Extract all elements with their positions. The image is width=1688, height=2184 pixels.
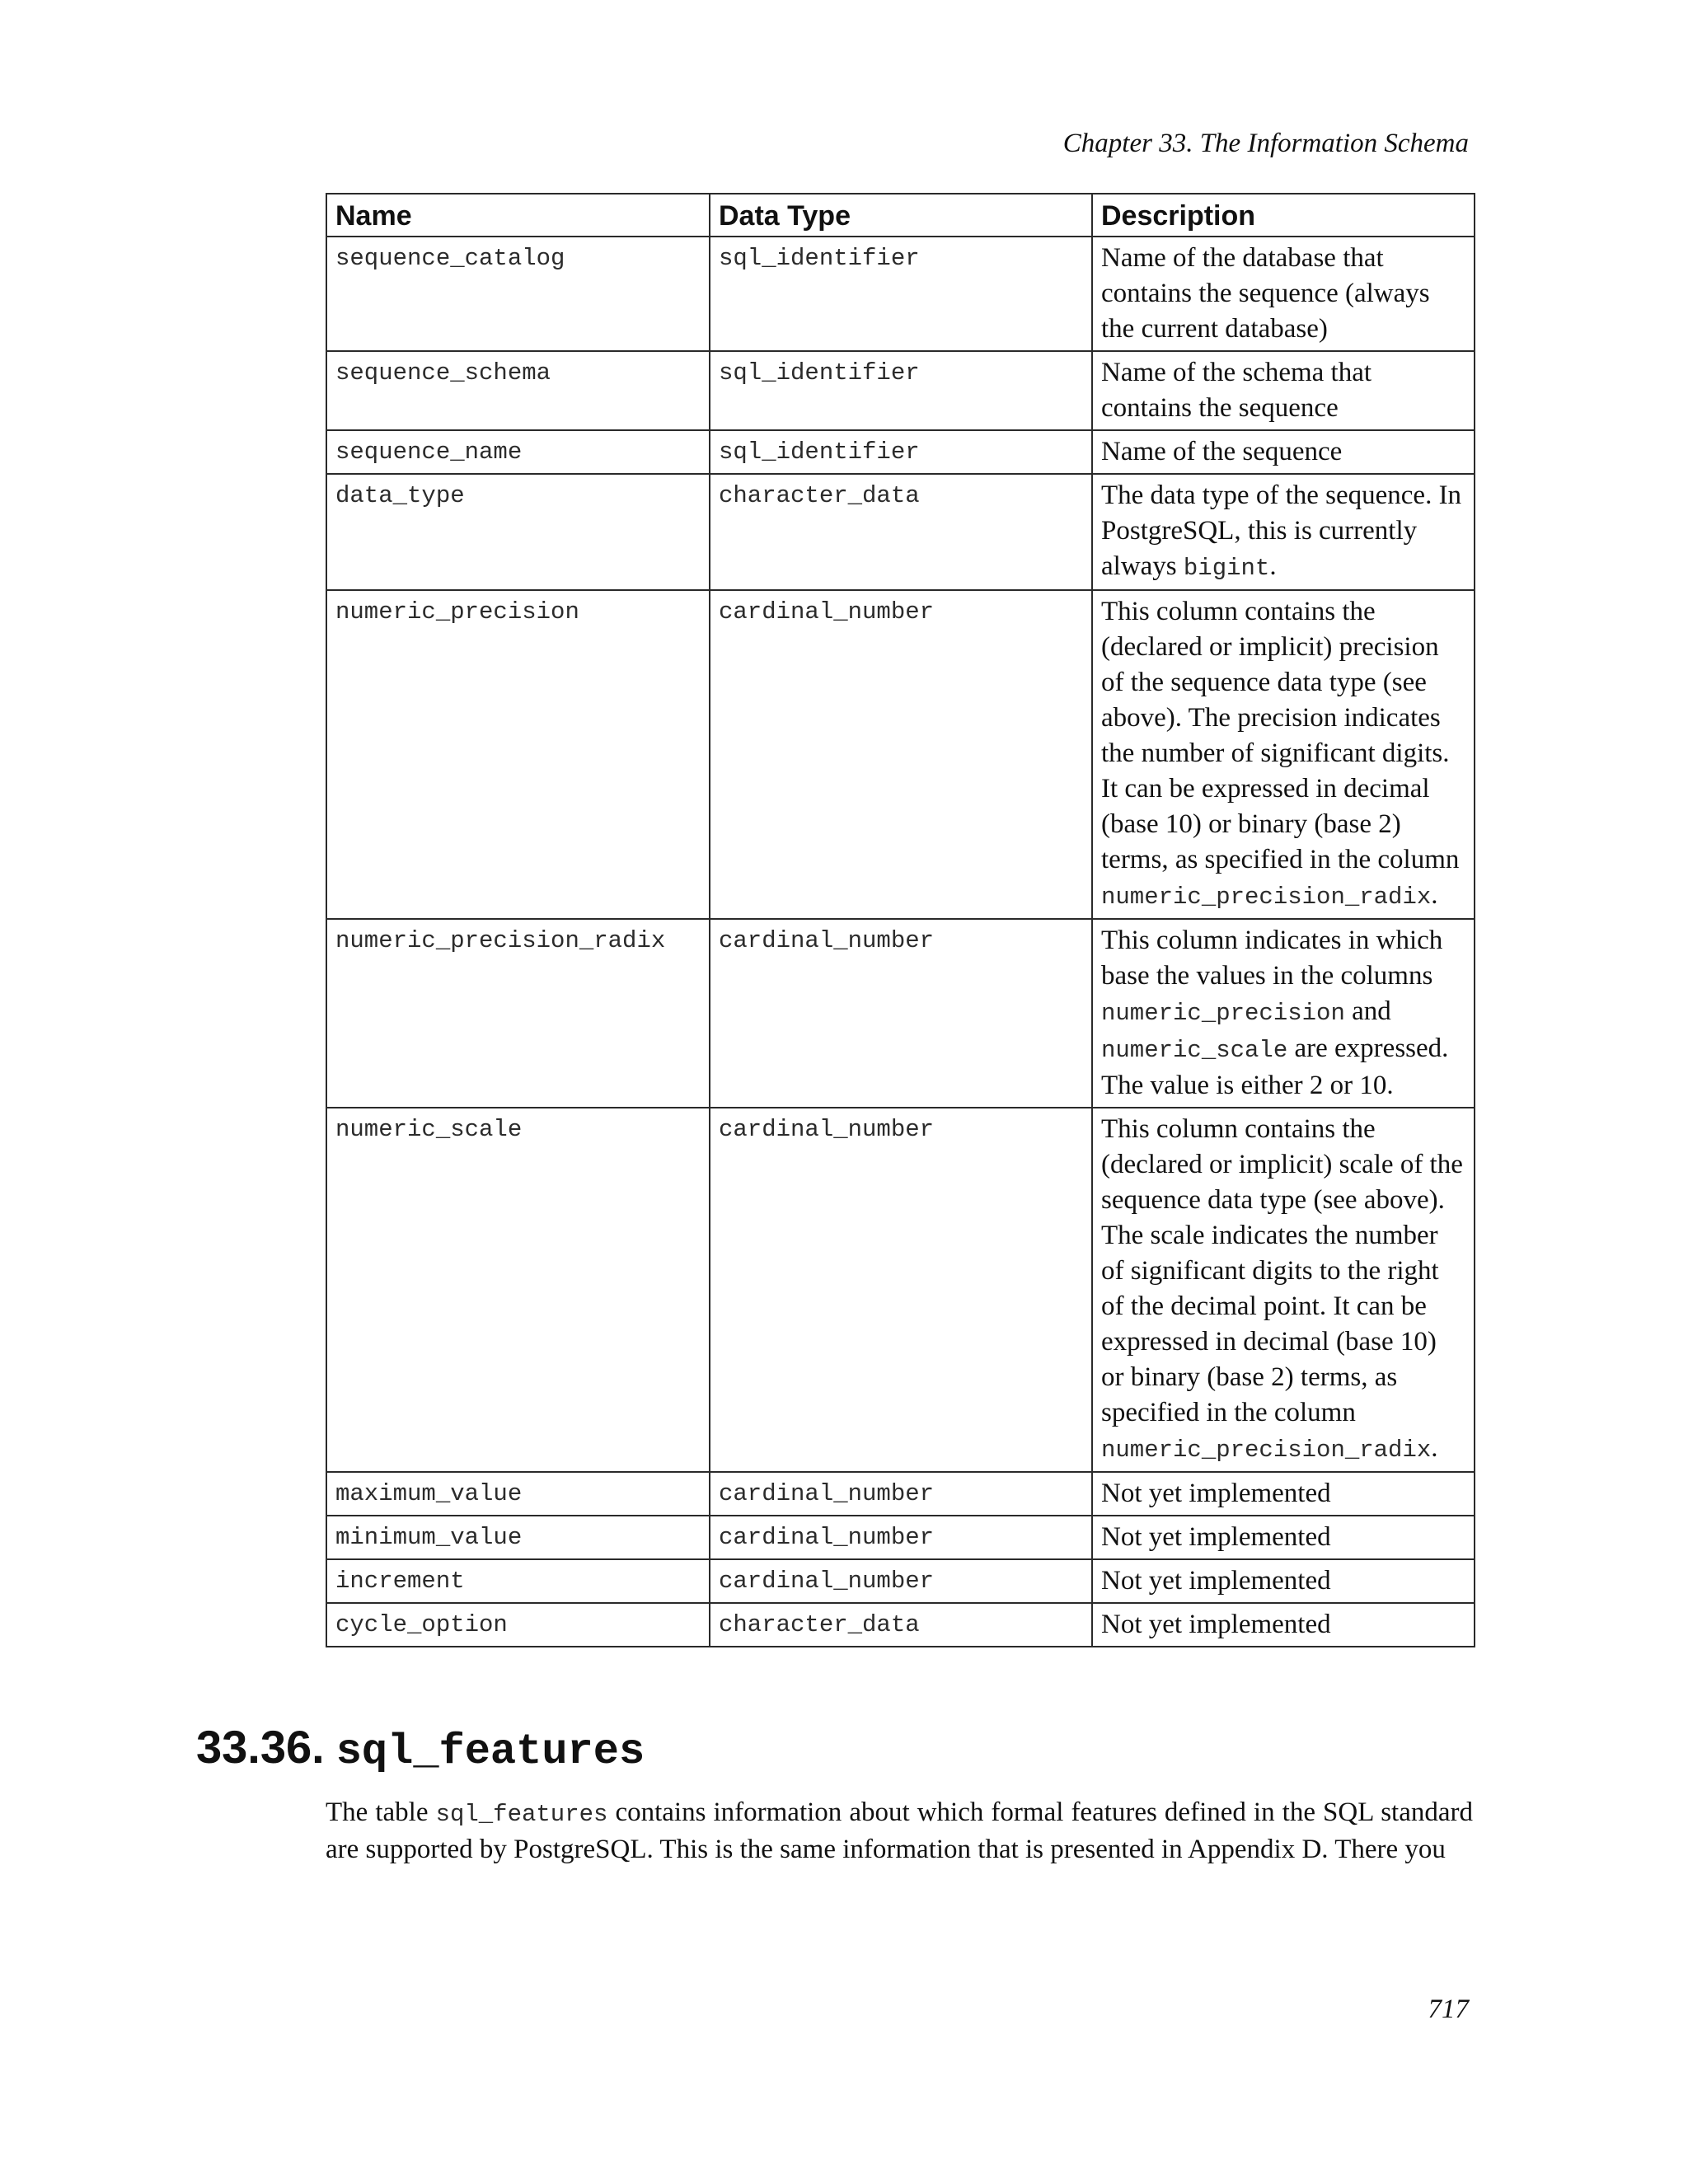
data-type-cell: sql_identifier	[710, 351, 1092, 430]
description-cell	[1092, 590, 1475, 919]
inline-code: numeric_scale	[1101, 1037, 1288, 1064]
table-row	[326, 919, 1475, 1108]
data-type-cell: cardinal_number	[710, 1516, 1092, 1559]
inline-code: numeric_precision_radix	[1101, 883, 1432, 911]
section-heading	[196, 1718, 645, 1781]
column-name-cell: sequence_catalog	[326, 237, 710, 351]
text-run: Name of the database that contains the sequence (always the current database)	[1101, 243, 1430, 344]
data-type-cell: cardinal_number	[710, 1108, 1092, 1472]
description-cell	[1092, 237, 1475, 351]
column-header-description: Description	[1092, 194, 1475, 237]
text-run: and	[1344, 996, 1391, 1026]
column-name-cell: numeric_precision	[326, 590, 710, 919]
text-run: This column contains the (declared or implicit) precision of the sequence data type (see above). The precision indicates the number of significant digits. It can be expressed in decimal (base 10) or binary (base 2) terms, as specified in the column	[1101, 597, 1460, 874]
description-cell	[1092, 1472, 1475, 1516]
text-run: The table	[326, 1797, 436, 1827]
data-type-cell: cardinal_number	[710, 1559, 1092, 1603]
table-row	[326, 1108, 1475, 1472]
column-name-cell: numeric_precision_radix	[326, 919, 710, 1108]
text-run: Name of the schema that contains the sequence	[1101, 358, 1372, 423]
description-cell	[1092, 1108, 1475, 1472]
description-cell	[1092, 1603, 1475, 1647]
inline-code: numeric_precision_radix	[1101, 1436, 1432, 1464]
data-type-cell: cardinal_number	[710, 919, 1092, 1108]
text-run: .	[1431, 880, 1438, 910]
data-type-cell: cardinal_number	[710, 1472, 1092, 1516]
section-number: 33.36.	[196, 1721, 325, 1773]
description-cell	[1092, 474, 1475, 590]
column-name-cell: data_type	[326, 474, 710, 590]
data-type-cell: sql_identifier	[710, 430, 1092, 474]
text-run: Name of the sequence	[1101, 437, 1343, 466]
section-name: sql_features	[335, 1727, 645, 1776]
column-name-cell: cycle_option	[326, 1603, 710, 1647]
table-row	[326, 474, 1475, 590]
table-row	[326, 351, 1475, 430]
table-row	[326, 1603, 1475, 1647]
column-name-cell: sequence_name	[326, 430, 710, 474]
table-header-row	[326, 194, 1475, 237]
text-run: contains information about which formal features defined in the SQL standard are supported by PostgreSQL. This is the same information that is presented in Appendix D. There you	[326, 1797, 1474, 1864]
sequences-columns-table	[326, 193, 1475, 1647]
text-run: The data type of the sequence. In PostgreSQL, this is currently always	[1101, 480, 1462, 581]
column-name-cell: minimum_value	[326, 1516, 710, 1559]
description-cell	[1092, 351, 1475, 430]
column-name-cell: increment	[326, 1559, 710, 1603]
text-run: This column contains the (declared or implicit) scale of the sequence data type (see above). The scale indicates the number of significant digits to the right of the decimal point. It can be expressed in decimal (base 10) or binary (base 2) terms, as specified in the column	[1101, 1114, 1463, 1427]
text-run: are expressed. The value is either 2 or 10.	[1101, 1033, 1449, 1100]
table-row	[326, 1559, 1475, 1603]
text-run: .	[1431, 1433, 1438, 1463]
column-header-name: Name	[326, 194, 710, 237]
inline-code: numeric_precision	[1101, 1000, 1345, 1027]
text-run: This column indicates in which base the values in the columns	[1101, 926, 1443, 991]
column-header-data-type: Data Type	[710, 194, 1092, 237]
data-type-cell: cardinal_number	[710, 590, 1092, 919]
text-run: Not yet implemented	[1101, 1610, 1331, 1639]
table-row	[326, 430, 1475, 474]
table-body	[326, 237, 1475, 1647]
text-run: .	[1269, 551, 1277, 581]
column-name-cell: sequence_schema	[326, 351, 710, 430]
data-type-cell: character_data	[710, 1603, 1092, 1647]
data-type-cell: sql_identifier	[710, 237, 1092, 351]
description-cell	[1092, 430, 1475, 474]
table-row	[326, 590, 1475, 919]
table-row	[326, 1472, 1475, 1516]
table-row	[326, 1516, 1475, 1559]
description-cell	[1092, 1559, 1475, 1603]
text-run: Not yet implemented	[1101, 1522, 1331, 1552]
page-number: 717	[1428, 1994, 1469, 2024]
data-type-cell: character_data	[710, 474, 1092, 590]
column-name-cell: maximum_value	[326, 1472, 710, 1516]
text-run: Not yet implemented	[1101, 1566, 1331, 1596]
inline-code: bigint	[1183, 555, 1270, 582]
column-name-cell: numeric_scale	[326, 1108, 710, 1472]
running-header: Chapter 33. The Information Schema	[1062, 129, 1469, 158]
section-intro-paragraph	[326, 1795, 1473, 1868]
description-cell	[1092, 919, 1475, 1108]
inline-code: sql_features	[435, 1801, 608, 1828]
description-cell	[1092, 1516, 1475, 1559]
table-row	[326, 237, 1475, 351]
text-run: Not yet implemented	[1101, 1479, 1331, 1508]
